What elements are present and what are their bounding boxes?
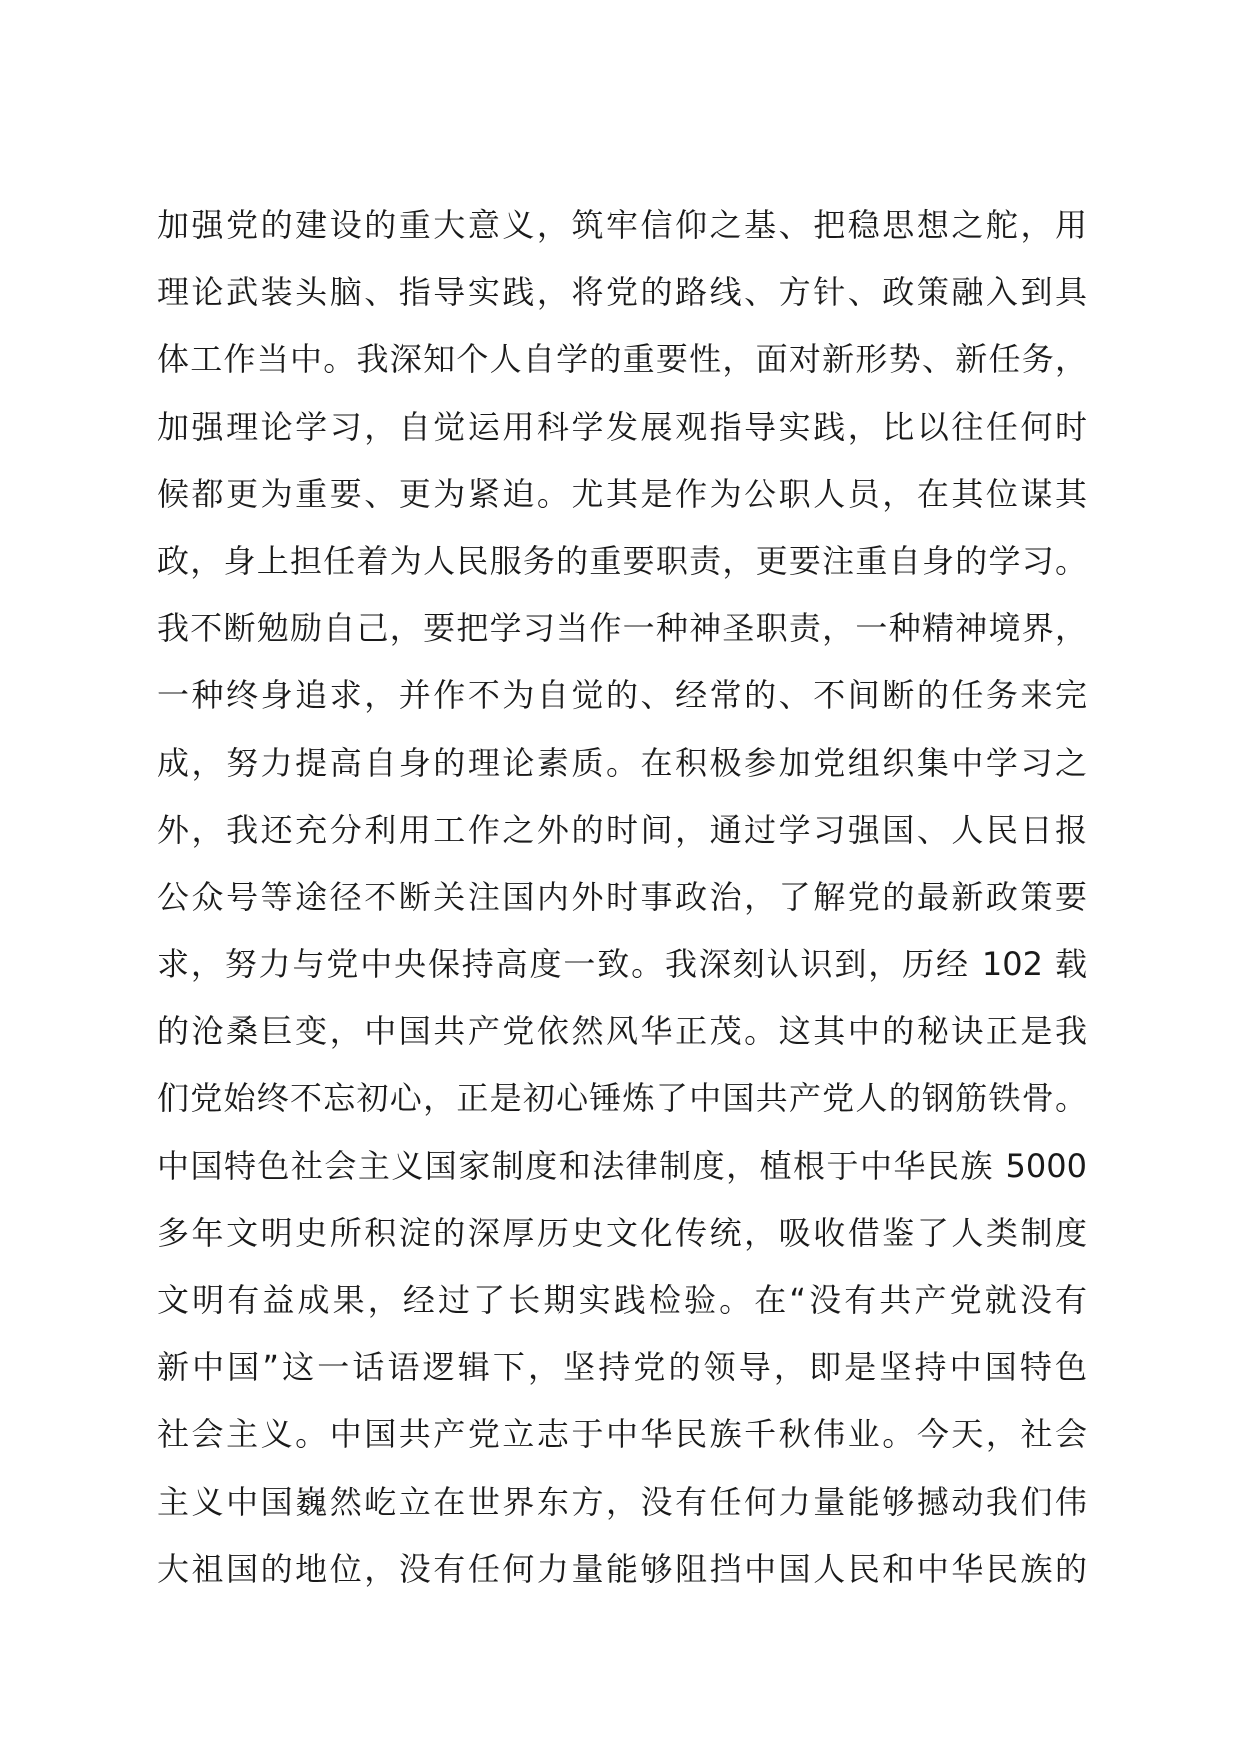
text-line: 我不断勉励自己，要把学习当作一种神圣职责，一种精神境界，: [157, 609, 1087, 648]
text-line: 成，努力提高自身的理论素质。在积极参加党组织集中学习之: [157, 743, 1087, 782]
text-line: 大祖国的地位，没有任何力量能够阻挡中国人民和中华民族的: [157, 1549, 1087, 1588]
text-line: 新中国”这一话语逻辑下，坚持党的领导，即是坚持中国特色: [157, 1348, 1087, 1387]
text-line: 中国特色社会主义国家制度和法律制度，植根于中华民族 5000: [157, 1146, 1087, 1185]
body-text: [157, 192, 1087, 1603]
text-line: 公众号等途径不断关注国内外时事政治，了解党的最新政策要: [157, 877, 1087, 916]
text-line: 多年文明史所积淀的深厚历史文化传统，吸收借鉴了人类制度: [157, 1213, 1087, 1252]
text-line: 体工作当中。我深知个人自学的重要性，面对新形势、新任务，: [157, 340, 1087, 379]
text-line: 文明有益成果，经过了长期实践检验。在“没有共产党就没有: [157, 1281, 1087, 1319]
text-line: 政，身上担任着为人民服务的重要职责，更要注重自身的学习。: [157, 541, 1087, 580]
text-line: 主义中国巍然屹立在世界东方，没有任何力量能够撼动我们伟: [157, 1482, 1087, 1521]
text-line: 求，努力与党中央保持高度一致。我深刻认识到，历经 102 载: [157, 945, 1087, 984]
text-line: 理论武装头脑、指导实践，将党的路线、方针、政策融入到具: [157, 273, 1087, 312]
text-line: 的沧桑巨变，中国共产党依然风华正茂。这其中的秘诀正是我: [157, 1012, 1087, 1051]
text-line: 加强党的建设的重大意义，筑牢信仰之基、把稳思想之舵，用: [157, 206, 1087, 244]
text-line: 加强理论学习，自觉运用科学发展观指导实践，比以往任何时: [157, 407, 1087, 446]
text-line: 一种终身追求，并作不为自觉的、经常的、不间断的任务来完: [157, 676, 1087, 715]
text-line: 们党始终不忘初心，正是初心锤炼了中国共产党人的钢筋铁骨。: [157, 1079, 1087, 1118]
text-line: 候都更为重要、更为紧迫。尤其是作为公职人员，在其位谋其: [157, 474, 1087, 513]
text-line: 外，我还充分利用工作之外的时间，通过学习强国、人民日报: [157, 810, 1087, 849]
text-line: 社会主义。中国共产党立志于中华民族千秋伟业。今天，社会: [157, 1415, 1087, 1454]
